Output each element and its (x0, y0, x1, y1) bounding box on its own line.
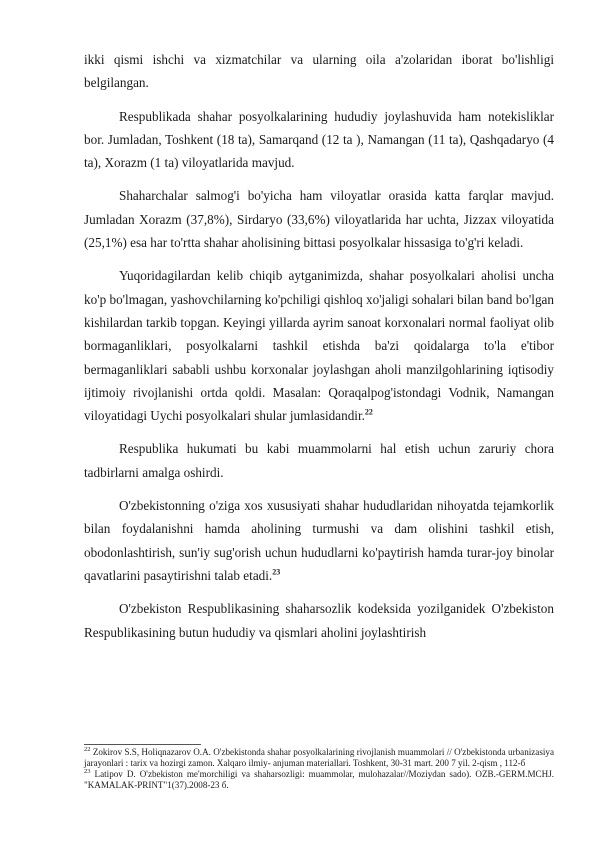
footnote-reference[interactable]: 23 (272, 567, 281, 577)
paragraph (84, 48, 554, 95)
footnote-number: 22 (84, 745, 91, 753)
paragraph (84, 184, 554, 254)
footnote (84, 747, 554, 769)
paragraph-text: Respublikada shahar posyolkalarining hududiy joylashuvida ham notekisliklar bor. Jumladan, Toshkent (18 ta), Samarqand (12 ta ), Namangan (11 ta), Qashqadaryo (4 ta), Xorazm (1 ta) viloyatlarida mavjud. (84, 108, 554, 171)
footnote (84, 769, 554, 791)
footnotes (84, 744, 554, 791)
paragraph (84, 105, 554, 175)
paragraph (84, 264, 554, 427)
footnote-number: 23 (84, 767, 91, 775)
paragraph-text: ikki qismi ishchi va xizmatchilar va ularning oila a'zolaridan iborat bo'lishligi belgilangan. (84, 52, 554, 91)
paragraph (84, 437, 554, 484)
paragraph-text: O'zbekistonning o'ziga xos xususiyati shahar hududlaridan nihoyatda tejamkorlik bilan foydalanishni hamda aholining turmushi va dam olishini tashkil etish, obodonlashtirish, sun'iy sug'orish uchun hududlarni ko'paytirish hamda turar-joy binolar qavatlarini pasaytirishni talab etadi. (84, 498, 554, 583)
footnote-divider (84, 744, 201, 745)
footnote-reference[interactable]: 22 (364, 407, 373, 417)
paragraph-text: Yuqoridagilardan kelib chiqib aytganimizda, shahar posyolkalari aholisi uncha ko'p bo'lmagan, yashovchilarning ko'pchiligi qishloq xo'jaligi sohalari bilan band bo'lgan kishilardan tarkib topgan. Keyingi yillarda ayrim sanoat korxonalari normal faoliyat olib bormaganliklari, posyolkalarni tashkil etishda ba'zi qoidalarga to'la e'tibor bermaganliklari sababli ushbu korxonalar joylashgan aholi manzilgohlarining iqtisodiy ijtimoiy rivojlanishi ortda qoldi. Masalan: Qoraqalpog'istondagi Vodnik, Namangan viloyatidagi Uychi posyolkalari shular jumlasidandir. (84, 268, 554, 424)
footnote-text: Latipov D. O'zbekiston me'morchiligi va shaharsozligi: muammolar, mulohazalar//Moziydan sado). OZB.-GERM.MCHJ. "KAMALAK-PRINT"1(37).2008-23 б. (84, 769, 555, 790)
body-text (84, 48, 554, 654)
paragraph-text: Respublika hukumati bu kabi muammolarni hal etish uchun zaruriy chora tadbirlarni amalga oshirdi. (84, 441, 554, 480)
paragraph-text: O'zbekiston Respublikasining shaharsozlik kodeksida yozilganidek O'zbekiston Respublikasining butun hududiy va qismlari aholini joylashtirish (84, 601, 554, 640)
paragraph (84, 494, 554, 587)
paragraph (84, 597, 554, 644)
footnote-text: Zokirov S.S, Holiqnazarov O.A. O'zbekistonda shahar posyolkalarining rivojlanish muammolari // O'zbekistonda urbanizasiya jarayonlari : tarix va hozirgi zamon. Xalqaro ilmiy- anjuman materiallari. Toshkent, 30-31 mart. 200 7 yil. 2-qism , 112-б (84, 747, 554, 768)
paragraph-text: Shaharchalar salmog'i bo'yicha ham viloyatlar orasida katta farqlar mavjud. Jumladan Xorazm (37,8%), Sirdaryo (33,6%) viloyatlarida har uchta, Jizzax viloyatida (25,1%) esa har to'rtta shahar aholisining bittasi posyolkalar hissasiga to'g'ri keladi. (84, 188, 554, 251)
